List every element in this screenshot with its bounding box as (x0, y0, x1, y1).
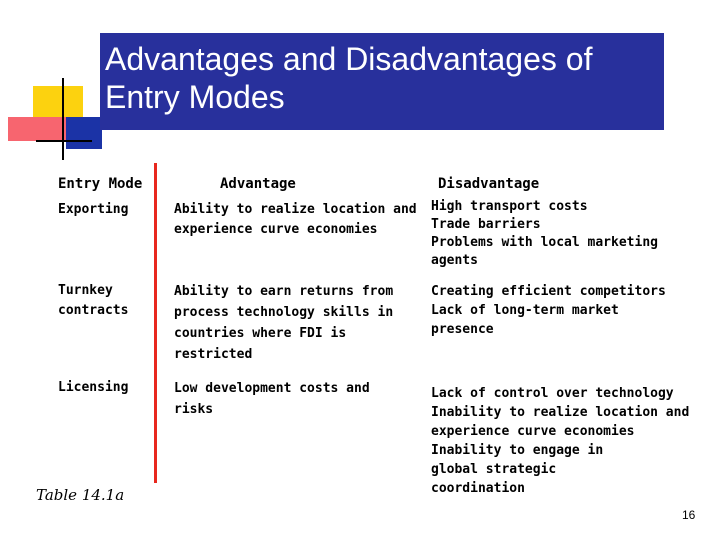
header-entry-mode: Entry Mode (58, 176, 143, 192)
blue-square-decoration (66, 117, 102, 149)
slide-title: Advantages and Disadvantages of Entry Modes (105, 41, 593, 115)
row-licensing-advantage: Low development costs and risks (174, 381, 370, 417)
header-advantage: Advantage (220, 176, 296, 192)
row-exporting-mode: Exporting (58, 202, 129, 217)
horizontal-line-decoration (36, 140, 92, 142)
column-divider (154, 163, 157, 483)
row-turnkey-advantage: Ability to earn returns from process technology skills in countries where FDI is restricted (174, 284, 394, 362)
row-exporting-advantage: Ability to realize location and experience curve economies (174, 202, 417, 237)
row-exporting-disadvantage: High transport costs Trade barriers Problems with local marketing agents (431, 199, 658, 268)
vertical-line-decoration (62, 78, 64, 160)
page-number: 16 (682, 508, 696, 522)
row-turnkey-disadvantage: Creating efficient competitors Lack of long-term market presence (431, 284, 666, 337)
row-turnkey-mode: Turnkey contracts (58, 283, 129, 318)
row-licensing-mode: Licensing (58, 380, 129, 395)
red-bar-decoration (8, 117, 66, 141)
table-caption: Table 14.1a (36, 486, 125, 504)
row-licensing-disadvantage: Lack of control over technology Inability to realize location and experience curve economies Inability to engage in global strategic coordination (431, 386, 690, 496)
header-disadvantage: Disadvantage (438, 176, 540, 192)
